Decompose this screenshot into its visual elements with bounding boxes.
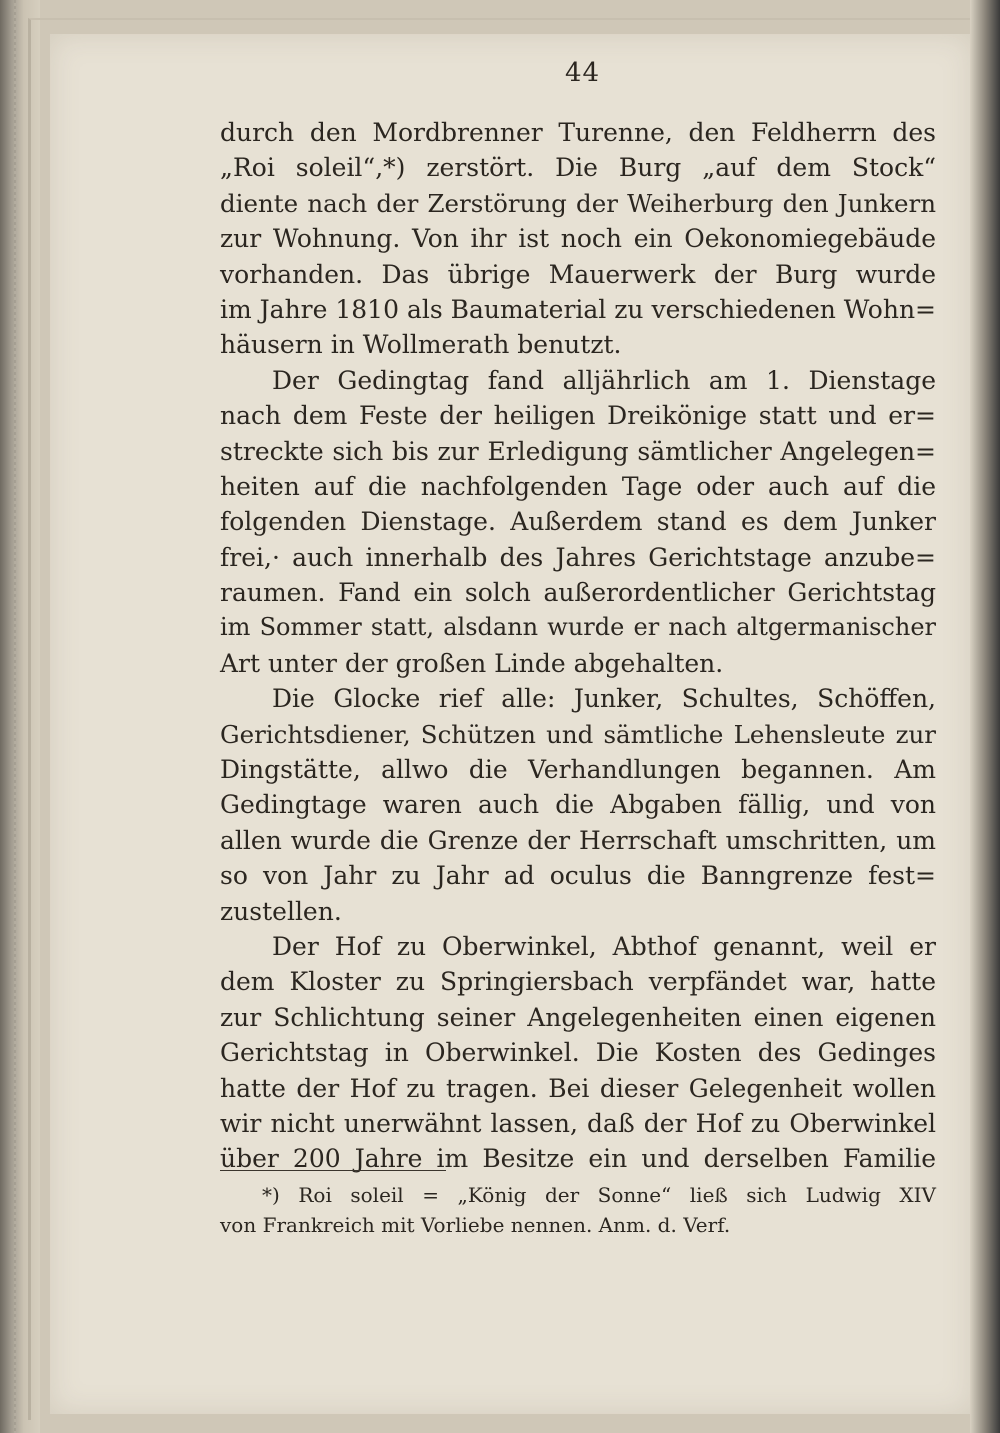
text-line: Die Glocke rief alle: Junker, Schultes, Schöffen, bbox=[272, 684, 936, 714]
text-line: Gerichtstag in Oberwinkel. Die Kosten des Gedinges bbox=[220, 1038, 936, 1068]
footnote-line: von Frankreich mit Vorliebe nennen. Anm. d. Verf. bbox=[220, 1213, 731, 1237]
text-line: zur Wohnung. Von ihr ist noch ein Oekonomiegebäude bbox=[220, 224, 936, 254]
text-line: häusern in Wollmerath benutzt. bbox=[220, 330, 622, 360]
text-line: zustellen. bbox=[220, 896, 342, 926]
text-line: Dingstätte, allwo die Verhandlungen begannen. Am bbox=[220, 755, 936, 785]
text-line: Gerichtsdiener, Schützen und sämtliche Lehensleute zur bbox=[220, 719, 936, 749]
text-line: „Roi soleil“,*) zerstört. Die Burg „auf dem Stock“ bbox=[220, 153, 936, 183]
text-line: so von Jahr zu Jahr ad oculus die Banngrenze fest= bbox=[220, 861, 936, 891]
text-line: heiten auf die nachfolgenden Tage oder auch auf die bbox=[220, 471, 936, 501]
text-line: dem Kloster zu Springiersbach verpfändet war, hatte bbox=[220, 967, 936, 997]
text-line: frei,· auch innerhalb des Jahres Gerichtstage anzube= bbox=[220, 542, 936, 572]
footnotes bbox=[220, 1180, 936, 1240]
text-line: Der Gedingtag fand alljährlich am 1. Dienstage bbox=[272, 365, 936, 395]
text-line: zur Schlichtung seiner Angelegenheiten einen eigenen bbox=[220, 1002, 936, 1032]
footnote-rule bbox=[220, 1170, 446, 1171]
text-line: raumen. Fand ein solch außerordentlicher Gerichtstag bbox=[220, 578, 936, 608]
text-line: wir nicht unerwähnt lassen, daß der Hof zu Oberwinkel bbox=[220, 1108, 936, 1138]
text-line: nach dem Feste der heiligen Dreikönige statt und er= bbox=[220, 401, 936, 431]
text-line: Gedingtage waren auch die Abgaben fällig, und von bbox=[220, 790, 936, 820]
text-line: Der Hof zu Oberwinkel, Abthof genannt, weil er bbox=[272, 931, 936, 961]
text-line: im Sommer statt, alsdann wurde er nach altgermanischer bbox=[220, 613, 936, 642]
text-line: streckte sich bis zur Erledigung sämtlicher Angelegen= bbox=[220, 436, 936, 466]
text-line: allen wurde die Grenze der Herrschaft umschritten, um bbox=[220, 825, 936, 855]
footnote-line: *) Roi soleil = „König der Sonne“ ließ sich Ludwig XIV bbox=[262, 1183, 936, 1207]
text-line: diente nach der Zerstörung der Weiherburg den Junkern bbox=[220, 188, 936, 218]
text-line: hatte der Hof zu tragen. Bei dieser Gelegenheit wollen bbox=[220, 1073, 936, 1103]
page-number: 44 bbox=[565, 58, 601, 88]
text-line: im Jahre 1810 als Baumaterial zu verschiedenen Wohn= bbox=[220, 294, 936, 324]
text-line: Art unter der großen Linde abgehalten. bbox=[220, 648, 724, 678]
book-gutter bbox=[970, 0, 1000, 1433]
text-line: vorhanden. Das übrige Mauerwerk der Burg wurde bbox=[220, 259, 936, 289]
text-line: über 200 Jahre im Besitze ein und derselben Familie bbox=[220, 1144, 936, 1174]
body-text bbox=[220, 115, 936, 1177]
text-line: folgenden Dienstage. Außerdem stand es dem Junker bbox=[220, 507, 936, 537]
text-line: durch den Mordbrenner Turenne, den Feldherrn des bbox=[220, 118, 936, 147]
